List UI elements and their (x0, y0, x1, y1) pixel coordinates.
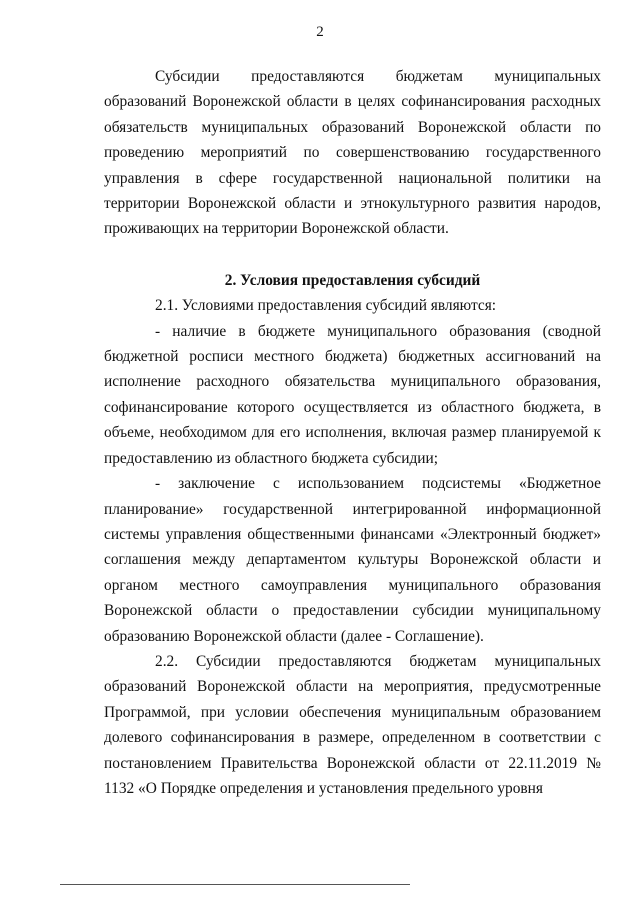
document-body (104, 64, 601, 801)
clause-2-1: 2.1. Условиями предоставления субсидий являются: (155, 297, 497, 315)
condition-item-budget: - наличие в бюджете муниципального образования (сводной бюджетной росписи местного бюджета) бюджетных ассигнований на исполнение расходного обязательства муниципального образования, софинансирование которого осуществляется из областного бюджета, в объеме, необходимом для его исполнения, включая размер планируемой к предоставлению из областного бюджета субсидии; (104, 322, 601, 467)
section-heading: 2. Условия предоставления субсидий (224, 271, 481, 289)
clause-2-2: 2.2. Субсидии предоставляются бюджетам муниципальных образований Воронежской области на мероприятия, предусмотренные Программой, при условии обеспечения муниципальным образованием долевого софинансирования в размере, определенном в соответствии с постановлением Правительства Воронежской области от 22.11.2019 № 1132 «О Порядке определения и установления предельного уровня (104, 652, 601, 797)
page-number: 2 (316, 24, 324, 40)
footer-rule (60, 884, 410, 885)
condition-item-agreement: - заключение с использованием подсистемы «Бюджетное планирование» государственной интегрированной информационной системы управления общественными финансами «Электронный бюджет» соглашения между департаментом культуры Воронежской области и органом местного самоуправления муниципального образования Воронежской области о предоставлении субсидии муниципальному образованию Воронежской области (далее - Соглашение). (104, 475, 601, 645)
intro-paragraph: Субсидии предоставляются бюджетам муниципальных образований Воронежской области в целях софинансирования расходных обязательств муниципальных образований Воронежской области по проведению мероприятий по совершенствованию государственного управления в сфере государственной национальной политики на территории Воронежской области и этнокультурного развития народов, проживающих на территории Воронежской области. (104, 68, 601, 238)
